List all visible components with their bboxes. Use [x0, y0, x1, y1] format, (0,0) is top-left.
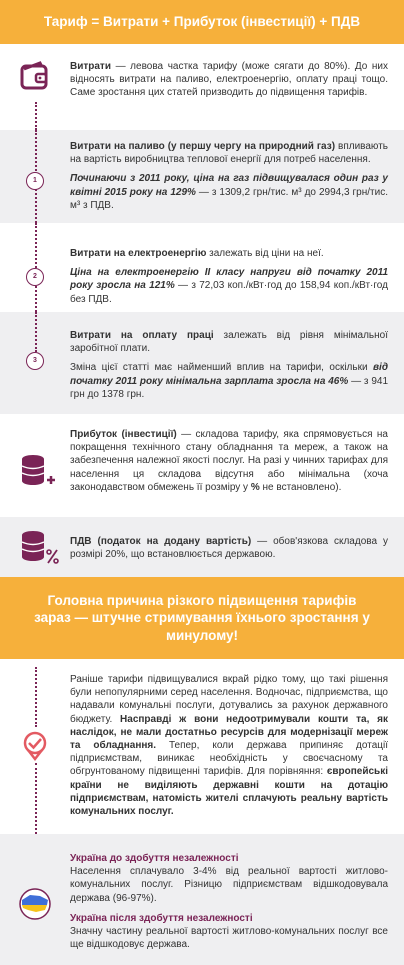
timeline-dots: [35, 667, 37, 727]
costs-section: [0, 44, 404, 130]
past-text: Раніше тарифи підвищувалися вкрай рідко тому, що такі рішення були непопулярними серед населення. Водночас, підприємства, що надавали комунальні послуги, дотувались за рахунок державного бюджету. Насправді ж вони недоотримували кошти та, як наслідок, не мали достатньо ресурсів для модернізації мереж та обладнання. Тепер, коли держава припиняє дотації підприємствам, виникає необхідність у своєчасному та обгрунтованому підвищенні тарифів. Для порівняння: європейські країни не виділяють державні кошти на дотацію підприємствам, натомість жителі сплачують реальну вартість комунальних послуг.: [70, 674, 389, 817]
coins-plus-icon: [0, 452, 70, 492]
timeline-dots: [35, 763, 37, 834]
profit-section: [0, 414, 404, 517]
coins-percent-icon: [0, 528, 70, 568]
fuel-section: [0, 130, 404, 223]
labor-section: [0, 312, 404, 414]
wallet-icon: [0, 60, 70, 100]
ukraine-text: Україна до здобуття незалежності Населення сплачувало 3-4% від реальної вартості житлово-комунальних послуг. Різницю підприємствам відшкодовувала держава (96-97%). Україна після здобуття незалежності Значну частину реальної вартості житлово-комунальних послуг все ще відшкодовує держава.: [70, 853, 388, 951]
check-pin-icon: [0, 729, 70, 761]
step-marker: 2: [26, 268, 44, 286]
costs-text: Витрати — левова частка тарифу (може сягати до 80%). До них відносять витрати на паливо, електроенергію, оплату праці тощо. Саме зростання цих статей призводить до підвищення тарифів.: [70, 61, 388, 99]
step-marker: 3: [26, 352, 44, 370]
past-section: [0, 659, 404, 834]
timeline-dots: [35, 312, 37, 352]
electricity-text: Витрати на електроенергію залежать від ціни на неї. Ціна на електроенергію ІІ класу напруги від початку 2011 року зросла на 121% — з 72,03 коп./кВт·год до 158,94 коп./кВт·год без ПДВ.: [70, 248, 388, 305]
main-reason-banner: Головна причина різкого підвищення тарифів зараз — штучне стримування їхнього зростання у минулому!: [0, 577, 404, 659]
vat-section: [0, 517, 404, 577]
ukraine-map-icon: [0, 884, 70, 924]
timeline-dots: [35, 102, 37, 130]
page-title: Тариф = Витрати + Прибуток (інвестиції) + ПДВ: [0, 0, 404, 44]
fuel-text: Витрати на паливо (у першу чергу на природний газ) впливають на вартість виробництва теплової енергії для потреб населення. Починаючи з 2011 року, ціна на газ підвищувалася один раз у квітні 2015 року на 129% — з 1309,2 грн/тис. м³ до 2994,3 грн/тис. м³ з ПДВ.: [70, 141, 388, 211]
labor-text: Витрати на оплату праці залежать від рівня мінімальної заробітної плати. Зміна цієї статті має найменший вплив на тарифи, оскільки від початку 2011 року мінімальна зарплата зросла на 46% — з 941 грн до 1378 грн.: [70, 330, 389, 400]
ukraine-section: [0, 834, 404, 965]
vat-text: ПДВ (податок на додану вартість) — обов'язкова складова у розмірі 20%, що встановлюється державою.: [70, 536, 388, 561]
step-marker: 1: [26, 172, 44, 190]
electricity-section: [0, 223, 404, 312]
profit-text: Прибуток (інвестиції) — складова тарифу, яка спрямовується на покращення технічного стану обладнання та мереж, а також на забезпечення належної якості послуг. На разі у чинних тарифах для населення ця складова відсутня або мінімальна (хоча законодавством обмежень її розміру у % не встановлено).: [70, 429, 388, 493]
